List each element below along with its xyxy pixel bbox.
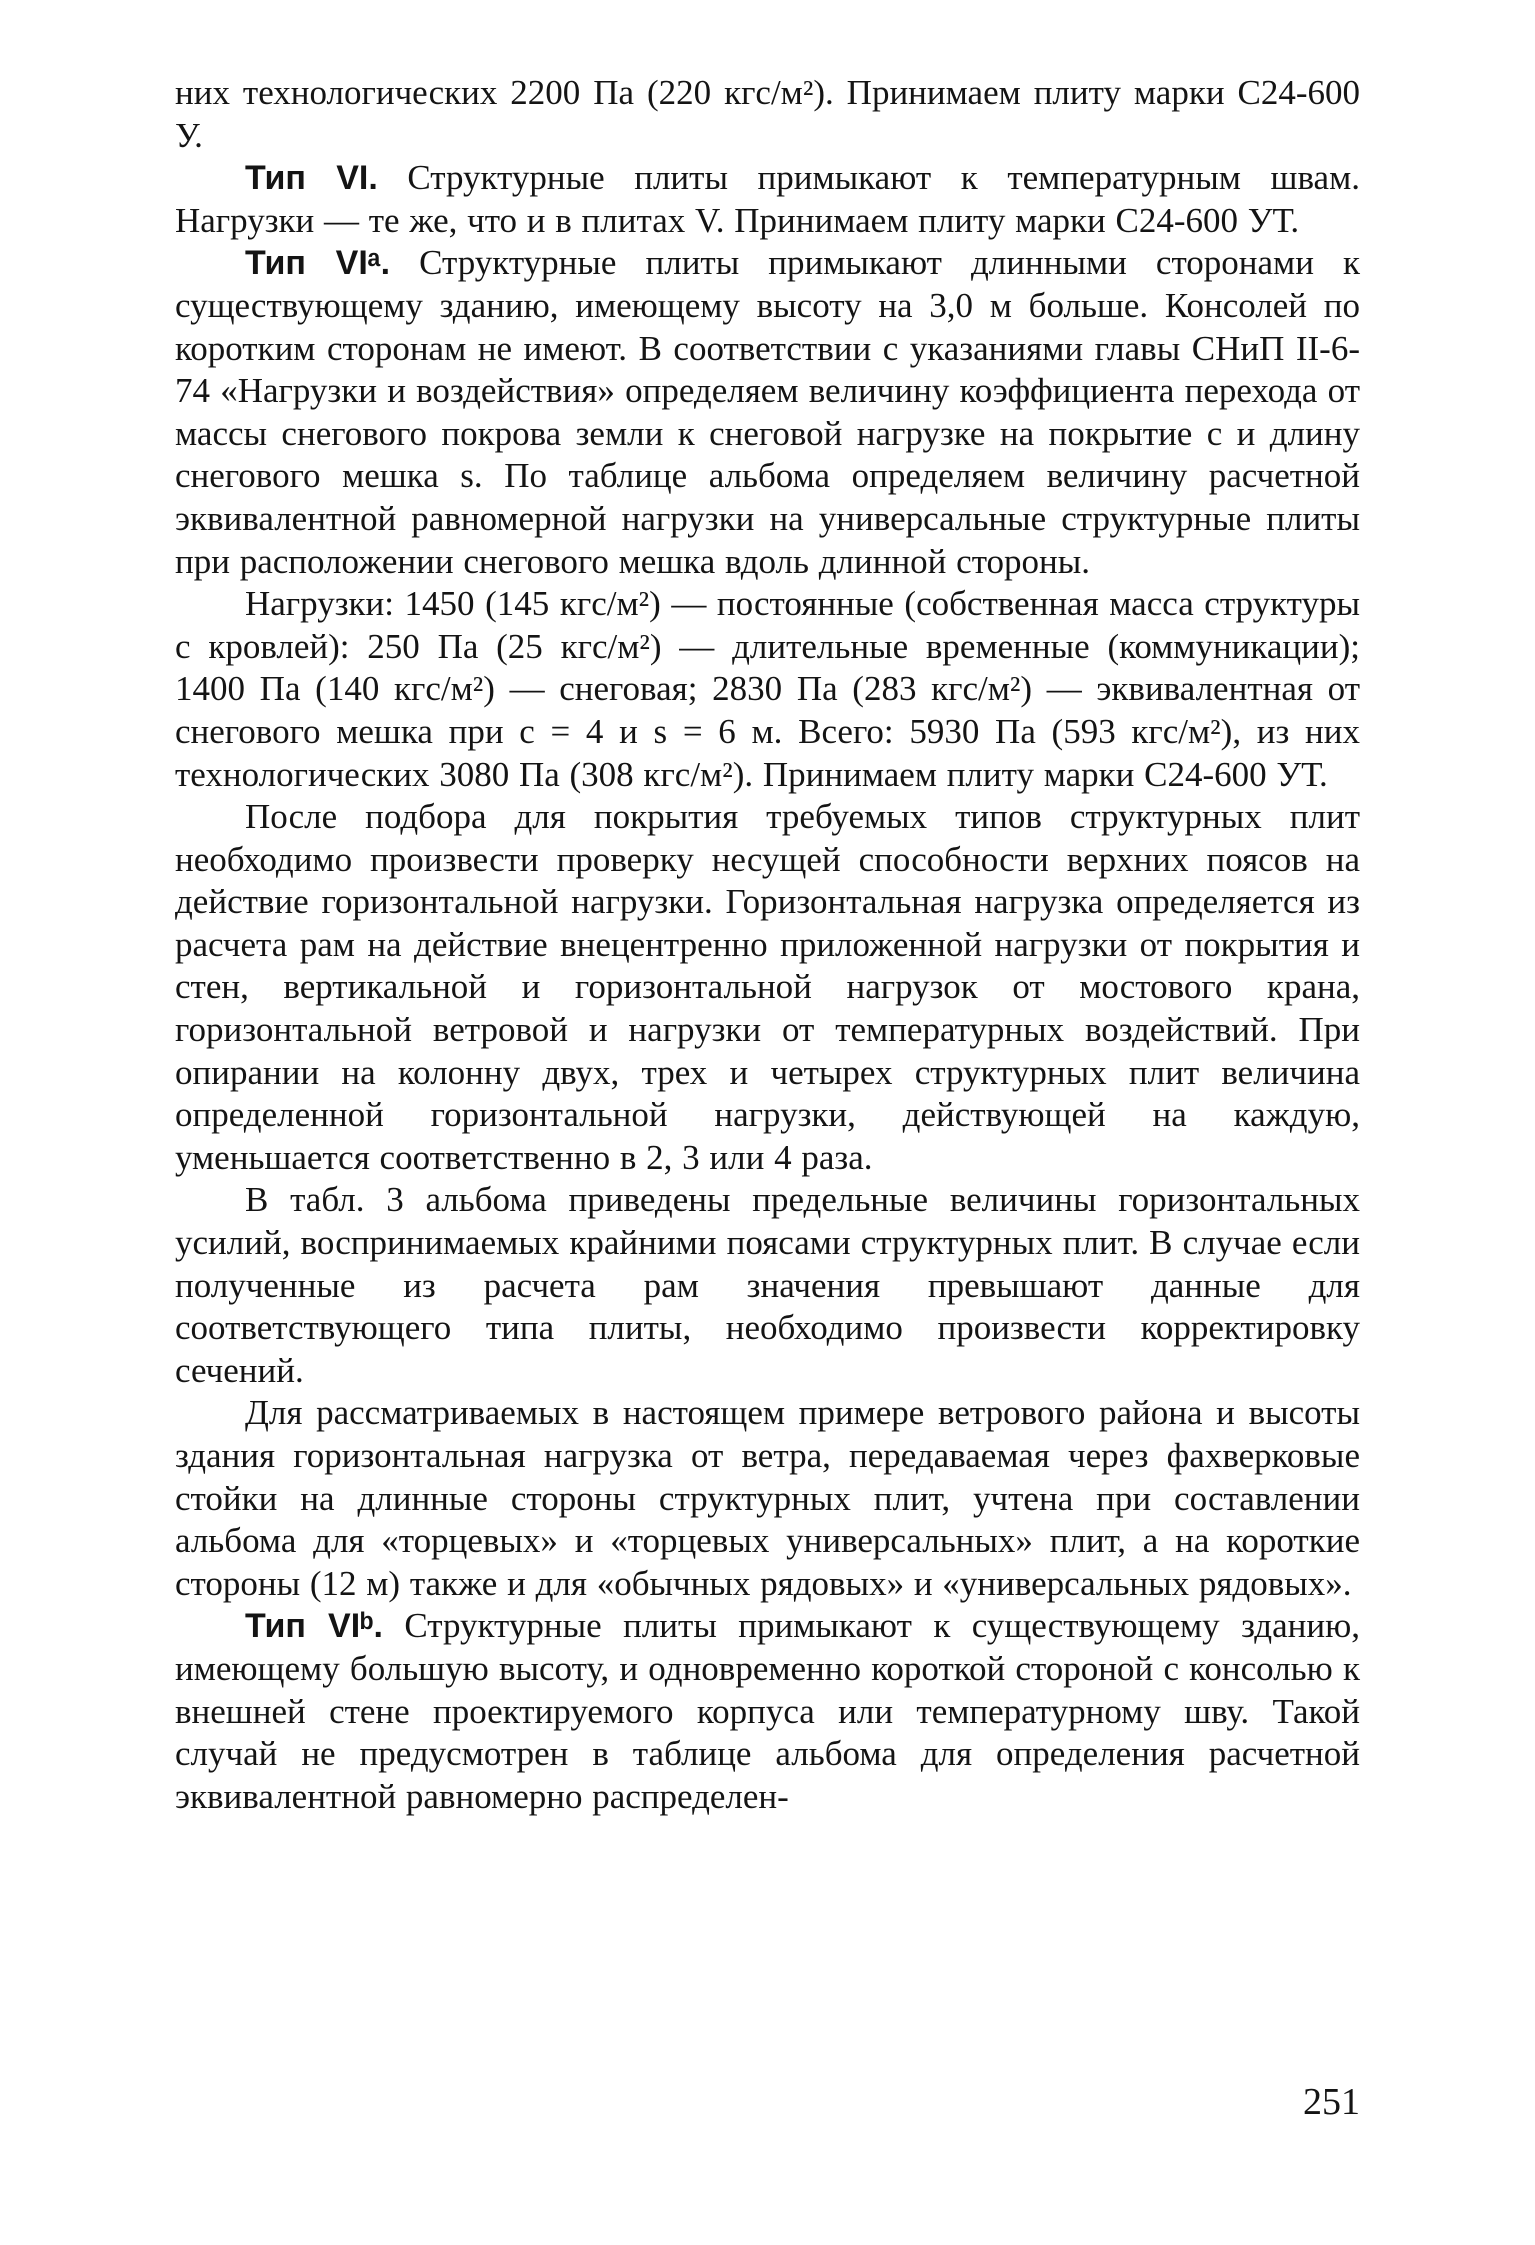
paragraph-type-via <box>175 242 1360 583</box>
paragraph-text: После подбора для покрытия требуемых типов структурных плит необходимо произвести проверку несущей способности верхних поясов на действие горизонтальной нагрузки. Горизонтальная нагрузка определяется из расчета рам на действие внецентренно приложенной нагрузки от покрытия и стен, вертикальной и горизонтальной нагрузок от мостового крана, горизонтальной ветровой и нагрузки от температурных воздействий. При опирании на колонну двух, трех и четырех структурных плит величина определенной горизонтальной нагрузки, действующей на каждую, уменьшается соответственно в 2, 3 или 4 раза. <box>175 797 1360 1177</box>
paragraph-text: них технологических 2200 Па (220 кгс/м²). Принимаем плиту марки С24-600 У. <box>175 73 1360 155</box>
paragraph-table-3 <box>175 1179 1360 1392</box>
paragraph-lead: Тип VIᵃ. <box>245 244 391 283</box>
page-number: 251 <box>1303 2081 1360 2123</box>
paragraph-lead: Тип VIᵇ. <box>245 1607 383 1646</box>
paragraph-text: Структурные плиты примыкают к температурным швам. Нагрузки — те же, что и в плитах V. Принимаем плиту марки С24-600 УТ. <box>175 158 1360 240</box>
paragraph-text: Для рассматриваемых в настоящем примере ветрового района и высоты здания горизонтальная нагрузка от ветра, передаваемая через фахверковые стойки на длинные стороны структурных плит, учтена при составлении альбома для «торцевых» и «торцевых универсальных» плит, а на короткие стороны (12 м) также и для «обычных рядовых» и «универсальных рядовых». <box>175 1393 1360 1603</box>
paragraph-text: Структурные плиты примыкают к существующему зданию, имеющему большую высоту, и одновременно короткой стороной с консолью к внешней стене проектируемого корпуса или температурному шву. Такой случай не предусмотрен в таблице альбома для определения расчетной эквивалентной равномерно распределен- <box>175 1606 1360 1816</box>
paragraph-loads <box>175 583 1360 796</box>
paragraph-continuation <box>175 72 1360 157</box>
paragraph-text: Структурные плиты примыкают длинными сторонами к существующему зданию, имеющему высоту на 3,0 м больше. Консолей по коротким сторонам не имеют. В соответствии с указаниями главы СНиП II-6-74 «Нагрузки и воздействия» определяем величину коэффициента перехода от массы снегового покрова земли к снеговой нагрузке на покрытие c и длину снегового мешка s. По таблице альбома определяем величину расчетной эквивалентной равномерной нагрузки на универсальные структурные плиты при расположении снегового мешка вдоль длинной стороны. <box>175 243 1360 581</box>
paragraph-text: Нагрузки: 1450 (145 кгс/м²) — постоянные (собственная масса структуры с кровлей): 250 Па (25 кгс/м²) — длительные временные (коммуникации); 1400 Па (140 кгс/м²) — снеговая; 2830 Па (283 кгс/м²) — эквивалентная от снегового мешка при c = 4 и s = 6 м. Всего: 5930 Па (593 кгс/м²), из них технологических 3080 Па (308 кгс/м²). Принимаем плиту марки С24-600 УТ. <box>175 584 1360 794</box>
page-body <box>175 72 1360 1818</box>
paragraph-horizontal-load <box>175 796 1360 1179</box>
paragraph-wind <box>175 1392 1360 1605</box>
paragraph-text: В табл. 3 альбома приведены предельные величины горизонтальных усилий, воспринимаемых крайними поясами структурных плит. В случае если полученные из расчета рам значения превышают данные для соответствующего типа плиты, необходимо произвести корректировку сечений. <box>175 1180 1360 1390</box>
paragraph-lead: Тип VI. <box>245 159 378 198</box>
paragraph-type-vi <box>175 157 1360 242</box>
paragraph-type-vib <box>175 1605 1360 1818</box>
